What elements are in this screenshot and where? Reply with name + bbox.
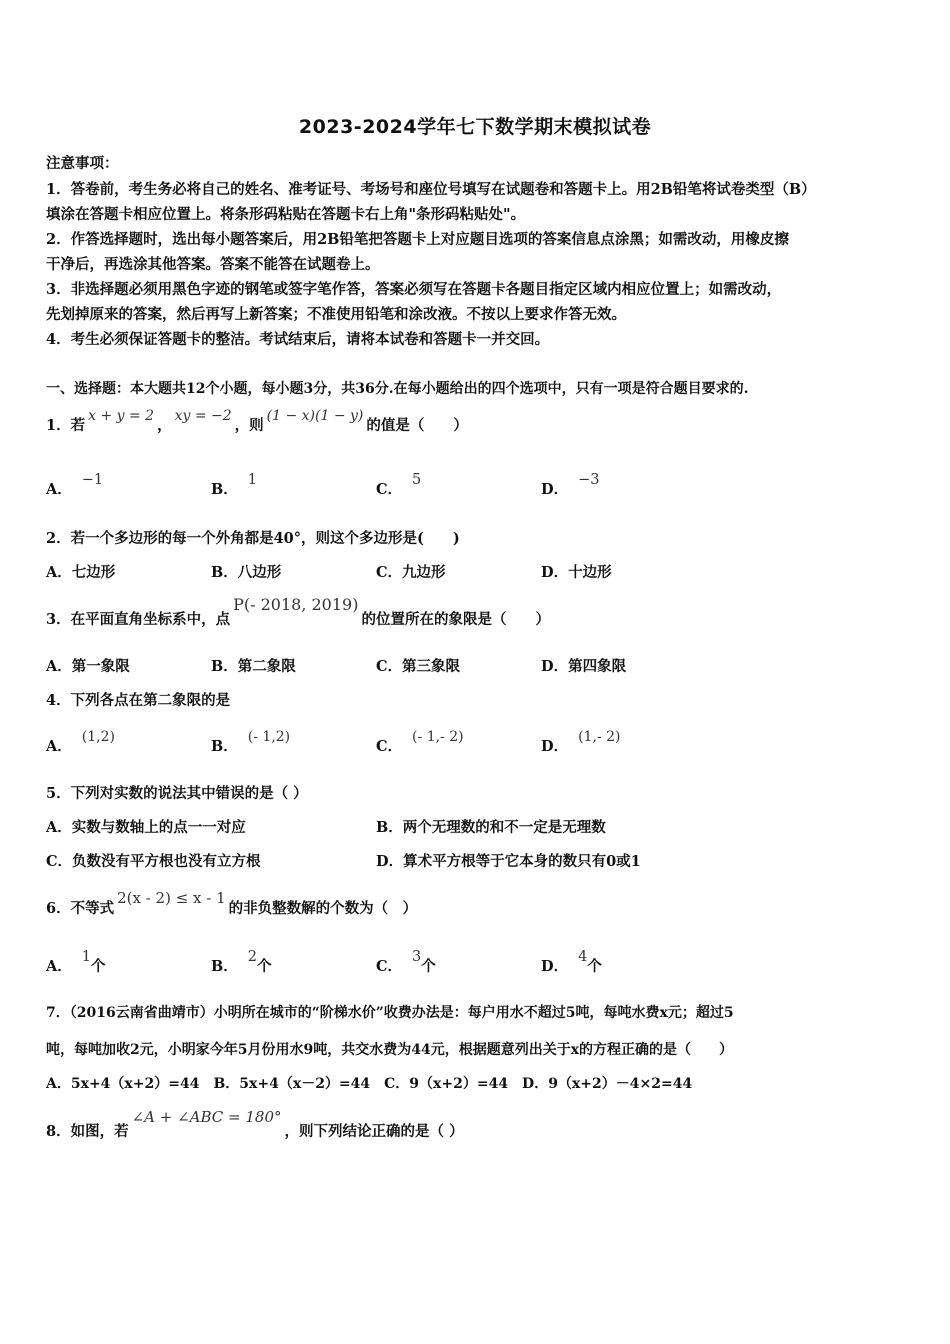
q3-option-c: C．第三象限 — [376, 658, 461, 675]
q1-formula-3: (1 − x)(1 − y) — [266, 408, 364, 424]
q6-option-b: B．2个 — [211, 949, 272, 975]
q6-option-a: A．1个 — [46, 949, 106, 975]
question-7-options: A．5x+4（x+2）=44 B．5x+4（x－2）=44 C．9（x+2）=44 D．9（x+2）－4×2=44 — [46, 1076, 693, 1092]
q1-formula-2: xy = −2 — [174, 408, 232, 424]
q3-option-a: A．第一象限 — [46, 658, 130, 675]
q5-option-b: B．两个无理数的和不一定是无理数 — [376, 819, 606, 836]
question-7-line-2: 吨，每吨加收2元，小明家今年5月份用水9吨，共交水费为44元，根据题意列出关于x的方程正确的是（ ） — [46, 1042, 734, 1058]
question-8 — [46, 1108, 464, 1141]
q2-option-b: B．八边形 — [211, 564, 282, 581]
q4-option-a: A．(1,2) — [46, 729, 115, 755]
question-3 — [46, 595, 550, 629]
q2-option-d: D．十边形 — [541, 564, 612, 581]
q6-prefix: 6．不等式 — [46, 900, 115, 917]
notice-line: 1．答卷前，考生务必将自己的姓名、准考证号、考场号和座位号填写在试题卷和答题卡上。用2B铅笔将试卷类型（B） — [46, 181, 816, 198]
q3-suffix: 的位置所在的象限是（ ） — [361, 611, 550, 628]
q3-prefix: 3．在平面直角坐标系中，点 — [46, 611, 231, 628]
q8-prefix: 8．如图，若 — [46, 1123, 129, 1140]
question-4: 4．下列各点在第二象限的是 — [46, 692, 231, 709]
q1-sep: ， — [157, 417, 172, 434]
notice-heading: 注意事项： — [46, 155, 119, 172]
q1-suffix: 的值是（ ） — [366, 417, 468, 434]
question-6 — [46, 889, 418, 918]
q3-formula: P(- 2018, 2019) — [233, 595, 359, 614]
q6-formula: 2(x - 2) ≤ x - 1 — [117, 889, 226, 907]
question-5: 5．下列对实数的说法其中错误的是（ ） — [46, 785, 308, 802]
q6-option-c: C．3个 — [376, 949, 436, 975]
q1-option-d: D．−3 — [541, 472, 600, 498]
q5-option-d: D．算术平方根等于它本身的数只有0或1 — [376, 853, 641, 870]
q5-option-a: A．实数与数轴上的点一一对应 — [46, 819, 246, 836]
q6-option-d: D．4个 — [541, 949, 602, 975]
notice-line: 3．非选择题必须用黑色字迹的钢笔或签字笔作答，答案必须写在答题卡各题目指定区域内相应位置上；如需改动， — [46, 281, 782, 298]
notice-line: 干净后，再选涂其他答案。答案不能答在试题卷上。 — [46, 256, 380, 273]
q4-option-c: C．(- 1,- 2) — [376, 729, 464, 755]
q2-option-c: C．九边形 — [376, 564, 446, 581]
page-title: 2023-2024学年七下数学期末模拟试卷 — [298, 116, 652, 138]
q3-option-b: B．第二象限 — [211, 658, 296, 675]
q1-option-a: A．−1 — [46, 472, 104, 498]
q8-suffix: ，则下列结论正确的是（ ） — [284, 1123, 464, 1140]
q4-option-d: D．(1,- 2) — [541, 729, 621, 755]
q2-option-a: A．七边形 — [46, 564, 116, 581]
q6-suffix: 的非负整数解的个数为（ ） — [228, 900, 418, 917]
q1-prefix: 1．若 — [46, 417, 86, 434]
q1-option-c: C．5 — [376, 472, 422, 498]
q4-option-b: B．(- 1,2) — [211, 729, 291, 755]
question-7-line-1: 7．（2016云南省曲靖市）小明所在城市的“阶梯水价”收费办法是：每户用水不超过5吨，每吨水费x元；超过5 — [46, 1005, 734, 1021]
question-2: 2．若一个多边形的每一个外角都是40°，则这个多边形是( ) — [46, 530, 460, 547]
notice-line: 4．考生必须保证答题卡的整洁。考试结束后，请将本试卷和答题卡一并交回。 — [46, 331, 550, 348]
notice-line: 2．作答选择题时，选出每小题答案后，用2B铅笔把答题卡上对应题目选项的答案信息点涂黑；如需改动，用橡皮擦 — [46, 231, 789, 248]
q3-option-d: D．第四象限 — [541, 658, 627, 675]
question-1 — [46, 408, 468, 435]
notice-line: 先划掉原来的答案，然后再写上新答案；不准使用铅笔和涂改液。不按以上要求作答无效。 — [46, 306, 626, 323]
q8-formula: ∠A + ∠ABC = 180° — [131, 1108, 282, 1126]
q5-option-c: C．负数没有平方根也没有立方根 — [46, 853, 261, 870]
notice-line: 填涂在答题卡相应位置上。将条形码粘贴在答题卡右上角"条形码粘贴处"。 — [46, 206, 526, 223]
q1-mid: ，则 — [234, 417, 264, 434]
section-heading: 一、选择题：本大题共12个小题，每小题3分，共36分.在每小题给出的四个选项中，只有一项是符合题目要求的. — [46, 381, 749, 397]
q1-formula-1: x + y = 2 — [88, 408, 155, 424]
q1-option-b: B．1 — [211, 472, 257, 498]
